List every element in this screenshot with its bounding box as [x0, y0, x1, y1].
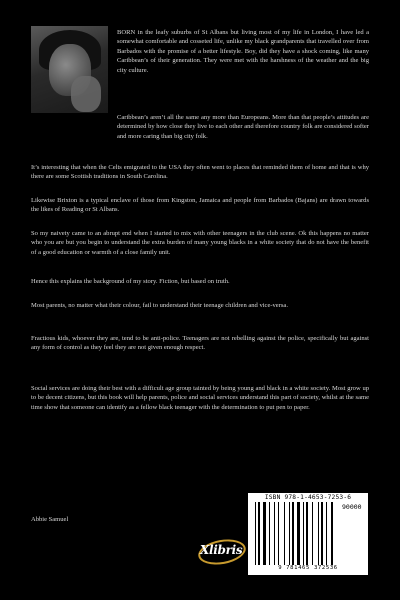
paragraph-7: Most parents, no matter what their colour, fail to understand their teenage children and vice-versa.: [31, 302, 288, 309]
price-code: 90000: [342, 503, 362, 511]
paragraph-4: Likewise Brixton is a typical enclave of those from Kingston, Jamaica and people from Barbados (Bajans) are drawn towards the likes of Reading or St Albans.: [31, 197, 369, 214]
barcode-digits: 9 781465 372536: [278, 565, 338, 571]
isbn-barcode: [248, 493, 368, 575]
paragraph-6: Hence this explains the background of my story. Fiction, but based on truth.: [31, 278, 230, 285]
paragraph-3: It’s interesting that when the Celts emigrated to the USA they often went to places that reminded them of home and that is why there are some Scottish traditions in South Carolina.: [31, 164, 369, 181]
publisher-logo: [196, 536, 246, 566]
author-photo: [31, 26, 108, 113]
barcode-bars: [255, 502, 361, 565]
publisher-logo-text: Xlibris: [200, 543, 243, 557]
paragraph-9: Social services are doing their best with a difficult age group tainted by being young and black in a white society. Most grow up to be decent citizens, but this book will help parents, police and social services understand this part of society, whilst at the same time show that someone can identify as a fellow black teenager with the determination to put pen to paper.: [31, 385, 369, 411]
paragraph-5: So my naivety came to an abrupt end when I started to mix with other teenagers in the club scene. Ok this happens no matter who you are but you begin to understand the extra burden of many young blacks in a white society that do not have the benefit of a good education or warmth of a close family unit.: [31, 230, 369, 256]
paragraph-1: BORN in the leafy suburbs of St Albans but living most of my life in London, I have led a somewhat comfortable and cosseted life, unlike my black grandparents that travelled over from Barbados with the promise of a better lifestyle. Boy, did they have a shock coming, like many Caribbean’s of their generation. They were met with the harshness of the weather and the big city culture.: [117, 29, 369, 74]
author-name: Abbie Samuel: [31, 516, 69, 523]
paragraph-2: Caribbean’s aren’t all the same any more than Europeans. More than that people’s attitudes are determined by how close they live to each other and therefore country folk are considered softer and more caring than big city folk.: [117, 114, 369, 140]
paragraph-8: Fractious kids, whoever they are, tend to be anti-police. Teenagers are not rebelling against the police, specifically but against any form of control as they feel they are not given enough respect.: [31, 335, 369, 352]
isbn-text: ISBN 978-1-4653-7253-6: [264, 494, 352, 501]
